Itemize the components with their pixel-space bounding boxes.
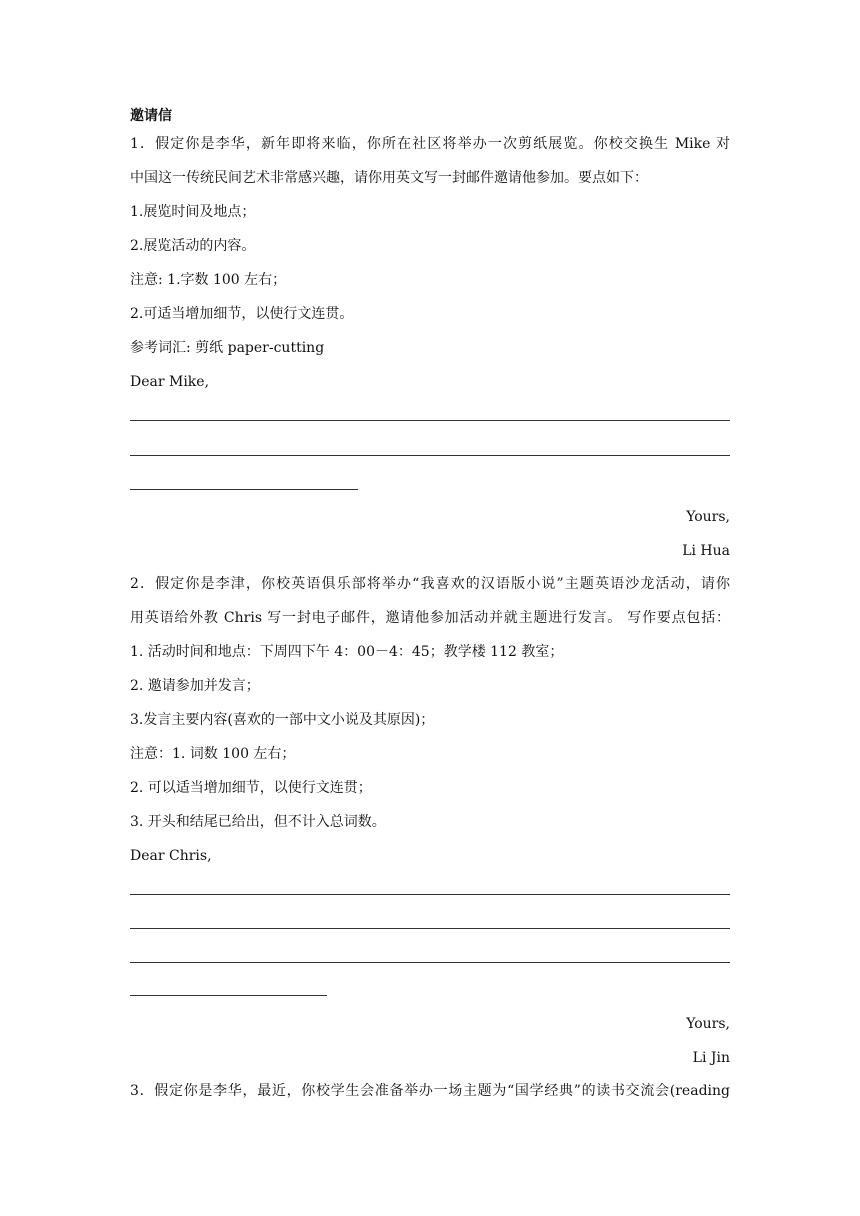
q1-vocab: 参考词汇: 剪纸 paper-cutting [130,340,325,356]
q1-prompt-line-2: 中国这一传统民间艺术非常感兴趣，请你用英文写一封邮件邀请他参加。要点如下： [130,170,648,186]
document-title: 邀请信 [130,108,172,124]
q2-point-2: 2. 邀请参加并发言； [130,678,260,694]
q1-answer-line-3[interactable] [130,489,358,490]
q2-note-2: 2. 可以适当增加细节，以使行文连贯； [130,780,372,796]
q1-answer-line-2[interactable] [130,455,730,456]
q3-prompt-line-1: 3．假定你是李华，最近，你校学生会准备举办一场主题为“国学经典”的读书交流会(reading [130,1083,730,1099]
q1-note-2: 2.可适当增加细节，以使行文连贯。 [130,306,354,322]
q1-note-1: 注意: 1.字数 100 左右； [130,272,287,288]
q2-closing: Yours, [686,1016,730,1032]
q2-prompt-line-1: 2．假定你是李津，你校英语俱乐部将举办“我喜欢的汉语版小说”主题英语沙龙活动，请你 [130,576,730,592]
q2-point-1: 1. 活动时间和地点：下周四下午 4：00－4：45；教学楼 112 教室； [130,644,564,660]
q1-point-1: 1.展览时间及地点； [130,204,256,220]
q1-closing: Yours, [686,509,730,525]
q1-prompt-line-1: 1．假定你是李华，新年即将来临，你所在社区将举办一次剪纸展览。你校交换生 Mike 对 [130,136,730,152]
q2-signature: Li Jin [692,1050,730,1066]
q1-greeting: Dear Mike, [130,374,210,390]
q1-signature: Li Hua [682,543,730,559]
q2-greeting: Dear Chris, [130,848,212,864]
q2-point-3: 3.发言主要内容(喜欢的一部中文小说及其原因)； [130,712,435,728]
q2-answer-line-2[interactable] [130,928,730,929]
q2-note-3: 3. 开头和结尾已给出，但不计入总词数。 [130,814,386,830]
q2-answer-line-1[interactable] [130,894,730,895]
q2-prompt-line-2: 用英语给外教 Chris 写一封电子邮件，邀请他参加活动并就主题进行发言。 写作要点包括： [130,610,730,626]
q2-answer-line-4[interactable] [130,995,327,996]
q2-answer-line-3[interactable] [130,962,730,963]
q2-note-1: 注意：1. 词数 100 左右； [130,746,296,762]
q1-answer-line-1[interactable] [130,420,730,421]
q1-point-2: 2.展览活动的内容。 [130,238,256,254]
